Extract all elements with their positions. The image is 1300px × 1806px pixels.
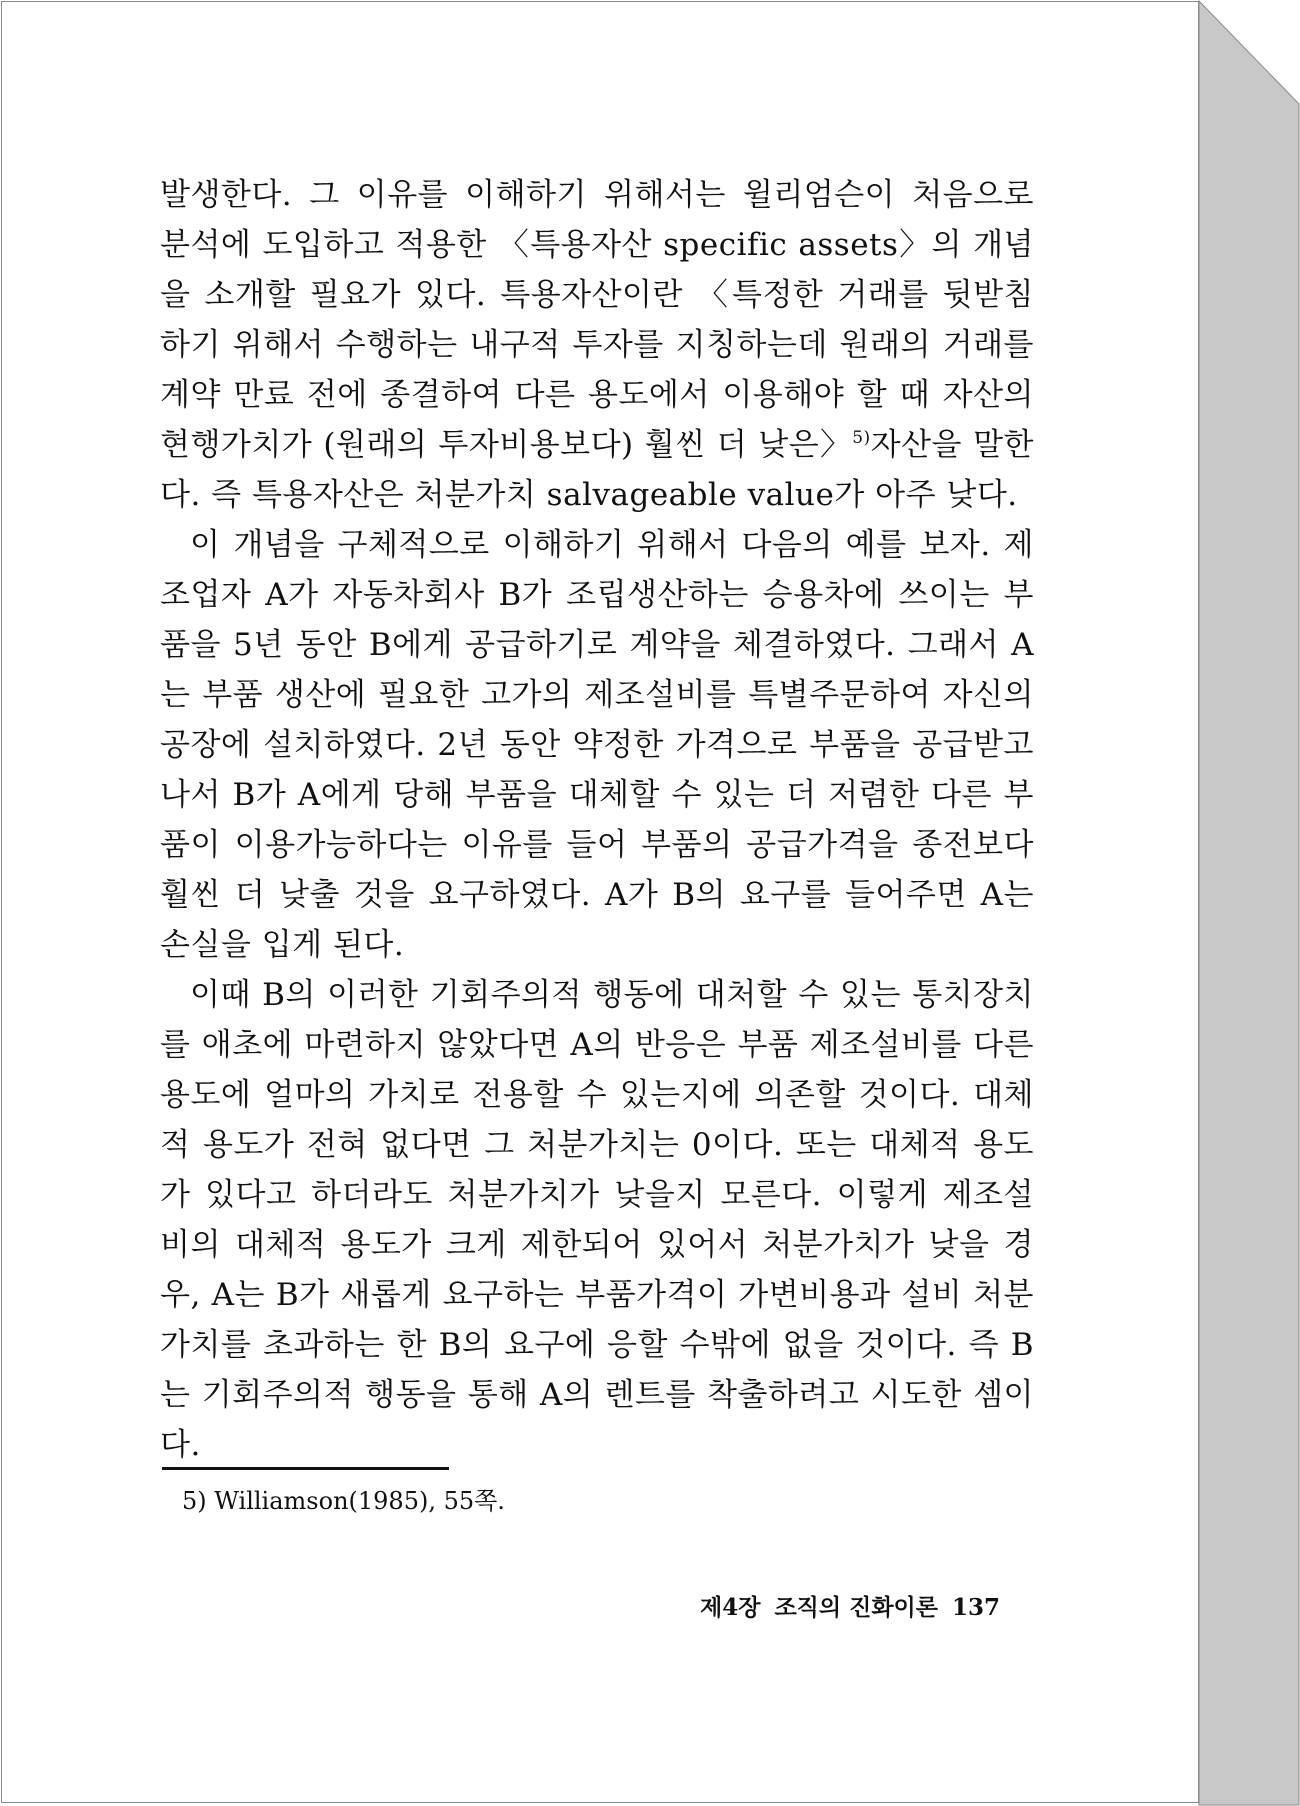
footnote-reference: 5)	[852, 428, 871, 448]
body-text	[160, 170, 1034, 1470]
footnote-divider	[162, 1467, 449, 1470]
paragraph-1-part-1: 발생한다. 그 이유를 이해하기 위해서는 윌리엄슨이 처음으로 분석에 도입하고 적용한 〈특용자산 specific assets〉의 개념을 소개할 필요가 있다. 특용자산이란 〈특정한 거래를 뒷받침하기 위해서 수행하는 내구적 투자를 지칭하는데 원래의 거래를 계약 만료 전에 종결하여 다른 용도에서 이용해야 할 때 자산의 현행가치가 (원래의 투자비용보다) 훨씬 더 낮은〉	[160, 177, 1034, 463]
footer-chapter: 제4장	[699, 1594, 761, 1621]
paragraph-3: 이때 B의 이러한 기회주의적 행동에 대처할 수 있는 통치장치를 애초에 마련하지 않았다면 A의 반응은 부품 제조설비를 다른 용도에 얼마의 가치로 전용할 수 있는지에 의존할 것이다. 대체적 용도가 전혀 없다면 그 처분가치는 0이다. 또는 대체적 용도가 있다고 하더라도 처분가치가 낮을지 모른다. 이렇게 제조설비의 대체적 용도가 크게 제한되어 있어서 처분가치가 낮을 경우, A는 B가 새롭게 요구하는 부품가격이 가변비용과 설비 처분가치를 초과하는 한 B의 요구에 응할 수밖에 없을 것이다. 즉 B는 기회주의적 행동을 통해 A의 렌트를 착출하려고 시도한 셈이다.	[160, 977, 1034, 1463]
footnote-text: Williamson(1985), 55쪽.	[214, 1487, 505, 1515]
paragraph-1-part-2: 자산을 말한다. 즉 특용자산은 처분가치 salvageable value가 아주 낮다.	[160, 427, 1034, 513]
paragraph-2: 이 개념을 구체적으로 이해하기 위해서 다음의 예를 보자. 제조업자 A가 자동차회사 B가 조립생산하는 승용차에 쓰이는 부품을 5년 동안 B에게 공급하기로 계약을 체결하였다. 그래서 A는 부품 생산에 필요한 고가의 제조설비를 특별주문하여 자신의 공장에 설치하였다. 2년 동안 약정한 가격으로 부품을 공급받고 나서 B가 A에게 당해 부품을 대체할 수 있는 더 저렴한 다른 부품이 이용가능하다는 이유를 들어 부품의 공급가격을 종전보다 훨씬 더 낮출 것을 요구하였다. A가 B의 요구를 들어주면 A는 손실을 입게 된다.	[160, 527, 1034, 963]
footer-chapter-title: 조직의 진화이론	[774, 1594, 938, 1621]
footnote	[182, 1485, 505, 1517]
paragraph-1	[160, 170, 1034, 520]
running-footer	[640, 1592, 1000, 1624]
footnote-number: 5)	[182, 1487, 207, 1515]
page-number: 137	[951, 1594, 1000, 1621]
